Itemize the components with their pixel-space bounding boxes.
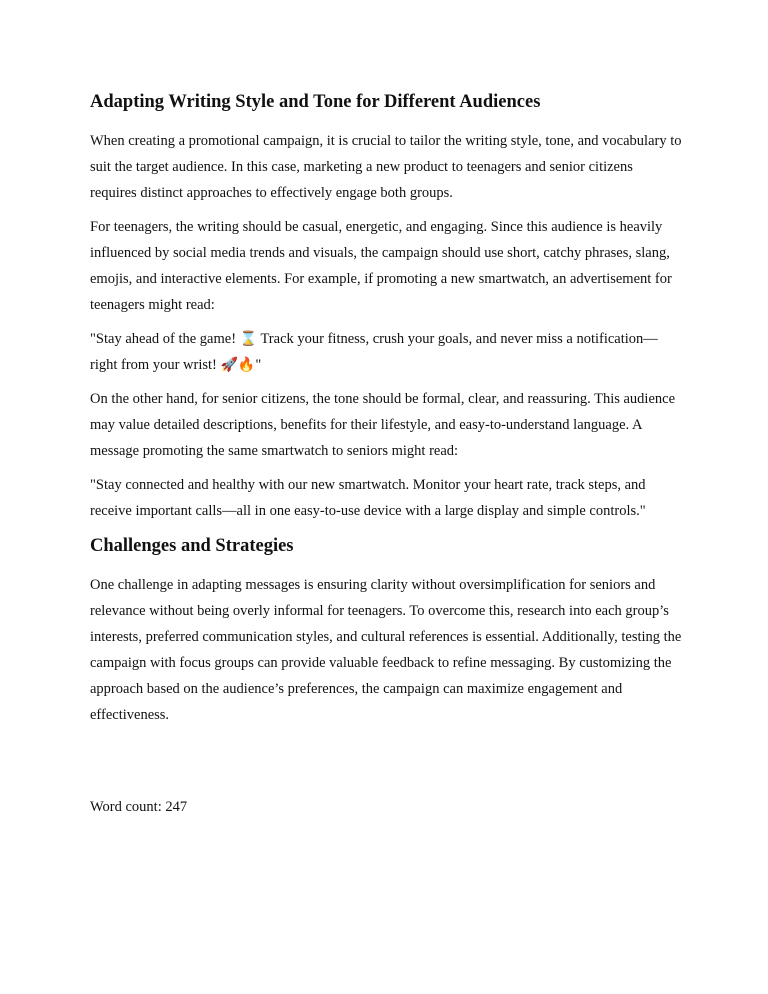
intro-paragraph: When creating a promotional campaign, it is crucial to tailor the writing style, tone, and vocabulary to suit the target audience. In this case, marketing a new product to teenagers and senior citizens requires distinct approaches to effectively engage both groups. — [90, 133, 682, 201]
challenges-paragraph: One challenge in adapting messages is ensuring clarity without oversimplification for seniors and relevance without being overly informal for teenagers. To overcome this, research into each group’s interests, preferred communication styles, and cultural references is essential. Additionally, testing the campaign with focus groups can provide valuable feedback to refine messaging. By customizing the approach based on the audience’s preferences, the campaign can maximize engagement and effectiveness. — [90, 577, 682, 723]
teen-quote-text-1: "Stay ahead of the game! — [90, 331, 240, 347]
document-body — [90, 90, 682, 736]
teen-quote-text-2: Track your fitness, crush your goals, and never miss a notification—right from your wrist! — [90, 331, 658, 373]
section-heading-challenges: Challenges and Strategies — [90, 536, 294, 556]
teenagers-paragraph: For teenagers, the writing should be casual, energetic, and engaging. Since this audience is heavily influenced by social media trends and visuals, the campaign should use short, catchy phrases, slang, emojis, and interactive elements. For example, if promoting a new smartwatch, an advertisement for teenagers might read: — [90, 219, 672, 313]
hourglass-icon: ⌛ — [239, 331, 258, 347]
rocket-icon: 🚀 — [220, 357, 238, 373]
fire-icon: 🔥 — [237, 357, 256, 373]
teen-quote-text-3: " — [255, 357, 262, 373]
section-heading-adapting: Adapting Writing Style and Tone for Different Audiences — [90, 92, 541, 112]
seniors-paragraph: On the other hand, for senior citizens, the tone should be formal, clear, and reassuring. This audience may value detailed descriptions, benefits for their lifestyle, and easy-to-understand language. A message promoting the same smartwatch to seniors might read: — [90, 391, 676, 459]
word-count: Word count: 247 — [90, 799, 188, 815]
teen-ad-quote — [90, 326, 682, 378]
senior-ad-quote: "Stay connected and healthy with our new smartwatch. Monitor your heart rate, track steps, and receive important calls—all in one easy-to-use device with a large display and simple controls." — [90, 477, 646, 519]
